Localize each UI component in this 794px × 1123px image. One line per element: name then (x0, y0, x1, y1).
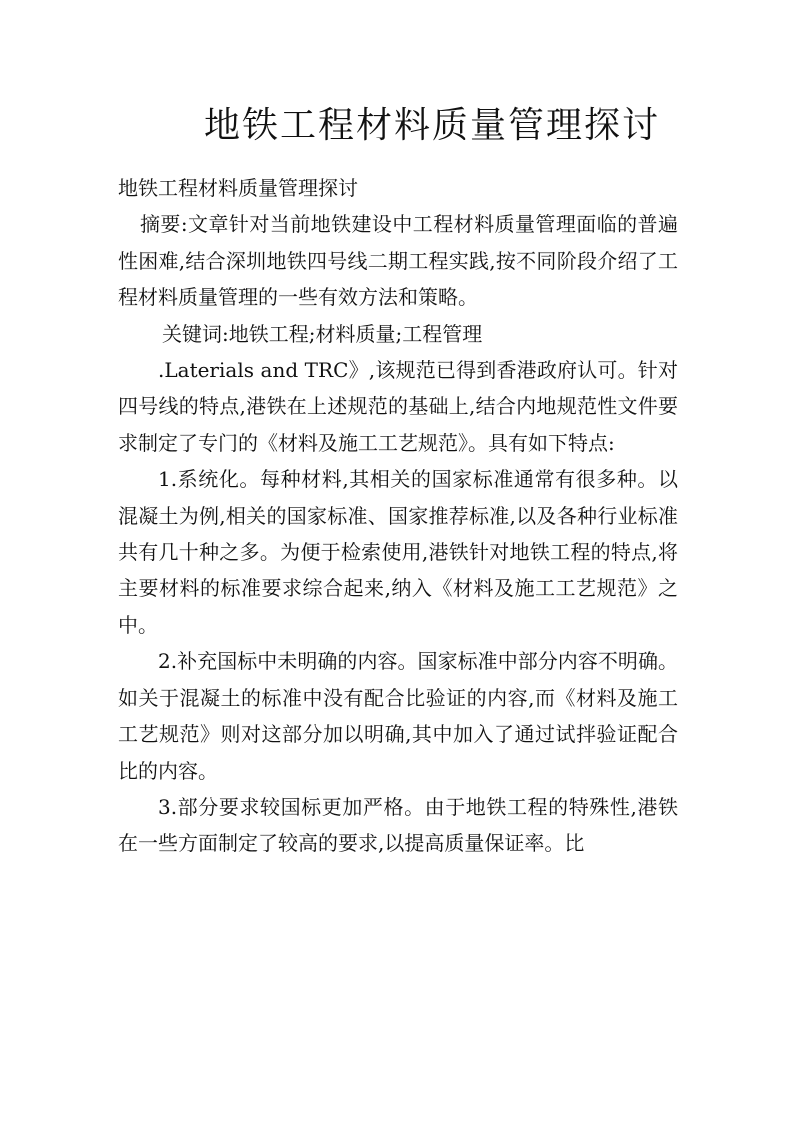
document-title: 地铁工程材料质量管理探讨 (203, 105, 660, 146)
body-paragraph: 3.部分要求较国标更加严格。由于地铁工程的特殊性,港铁在一些方面制定了较高的要求,以提高质量保证率。比 (118, 794, 678, 856)
keywords-line: 关键词:地铁工程;材料质量;工程管理 (162, 321, 483, 346)
body-paragraph: 1.系统化。每种材料,其相关的国家标准通常有很多种。以混凝土为例,相关的国家标准、国家推荐标准,以及各种行业标准共有几十种之多。为便于检索使用,港铁针对地铁工程的特点,将主要材料的标准要求综合起来,纳入《材料及施工工艺规范》之中。 (118, 467, 678, 637)
document-subtitle: 地铁工程材料质量管理探讨 (118, 176, 358, 200)
body-paragraph: 2.补充国标中未明确的内容。国家标准中部分内容不明确。如关于混凝土的标准中没有配合比验证的内容,而《材料及施工工艺规范》则对这部分加以明确,其中加入了通过试拌验证配合比的内容。 (118, 649, 678, 783)
body-paragraph: .Laterials and TRC》,该规范已得到香港政府认可。针对四号线的特点,港铁在上述规范的基础上,结合内地规范性文件要求制定了专门的《材料及施工工艺规范》。具有如下特点: (118, 358, 678, 455)
abstract-paragraph: 摘要:文章针对当前地铁建设中工程材料质量管理面临的普遍性困难,结合深圳地铁四号线二期工程实践,按不同阶段介绍了工程材料质量管理的一些有效方法和策略。 (118, 212, 678, 310)
document-body (118, 170, 678, 862)
